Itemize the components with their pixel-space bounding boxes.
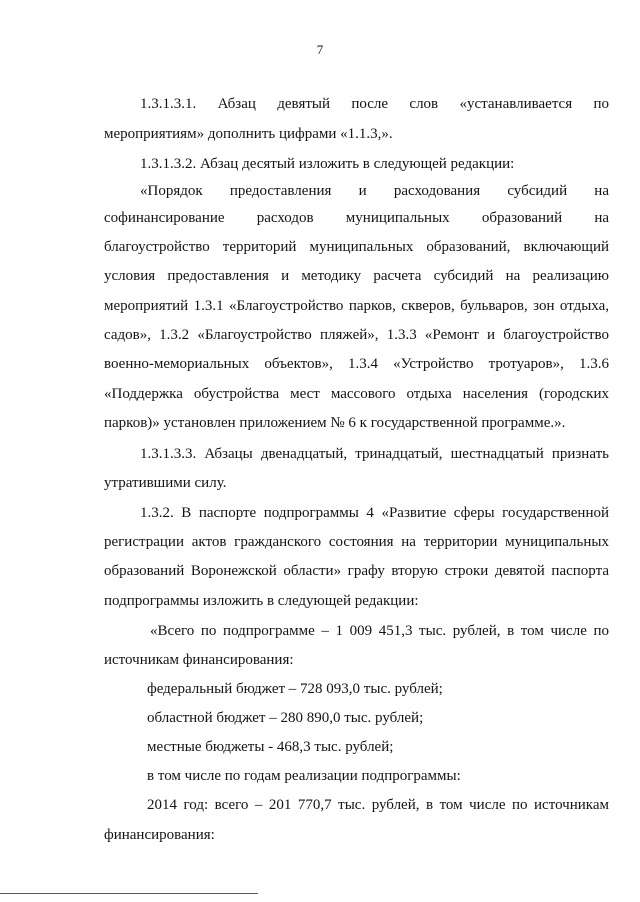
text-line: «Порядок предоставления и расходования субсидий на <box>140 183 609 199</box>
text-line: областной бюджет – 280 890,0 тыс. рублей; <box>147 710 424 726</box>
text-line: 1.3.1.3.1. Абзац девятый после слов «устанавливается по <box>140 96 609 112</box>
text-line: 1.3.1.3.2. Абзац десятый изложить в следующей редакции: <box>140 156 515 172</box>
text-line: мероприятий 1.3.1 «Благоустройство парков, скверов, бульваров, зон отдыха, <box>104 298 609 314</box>
text-line: финансирования: <box>104 827 215 843</box>
text-line: источникам финансирования: <box>104 652 294 668</box>
text-line: федеральный бюджет – 728 093,0 тыс. рублей; <box>147 681 443 697</box>
text-line: подпрограммы изложить в следующей редакции: <box>104 593 419 609</box>
footer-divider <box>0 893 258 894</box>
text-line: образований Воронежской области» графу вторую строки девятой паспорта <box>104 563 609 579</box>
text-line: софинансирование расходов муниципальных образований на <box>104 210 609 226</box>
text-line: военно-мемориальных объектов», 1.3.4 «Устройство тротуаров», 1.3.6 <box>104 356 609 372</box>
text-line: 2014 год: всего – 201 770,7 тыс. рублей, в том числе по источникам <box>147 797 609 813</box>
text-line: благоустройство территорий муниципальных образований, включающий <box>104 239 609 255</box>
text-line: условия предоставления и методику расчета субсидий на реализацию <box>104 268 609 284</box>
text-line: в том числе по годам реализации подпрограммы: <box>147 768 461 784</box>
text-line: 1.3.1.3.3. Абзацы двенадцатый, тринадцатый, шестнадцатый признать <box>140 446 609 462</box>
text-line: садов», 1.3.2 «Благоустройство пляжей», 1.3.3 «Ремонт и благоустройство <box>104 327 609 343</box>
text-line: утратившими силу. <box>104 475 227 491</box>
text-line: местные бюджеты - 468,3 тыс. рублей; <box>147 739 394 755</box>
text-line: парков)» установлен приложением № 6 к государственной программе.». <box>104 415 566 431</box>
page-number: 7 <box>316 42 324 57</box>
text-line: 1.3.2. В паспорте подпрограммы 4 «Развитие сферы государственной <box>140 505 609 521</box>
text-line: «Всего по подпрограмме – 1 009 451,3 тыс. рублей, в том числе по <box>150 623 609 639</box>
text-line: регистрации актов гражданского состояния на территории муниципальных <box>104 534 609 550</box>
text-line: «Поддержка обустройства мест массового отдыха населения (городских <box>104 386 609 402</box>
text-line: мероприятиям» дополнить цифрами «1.1.3,». <box>104 126 393 142</box>
